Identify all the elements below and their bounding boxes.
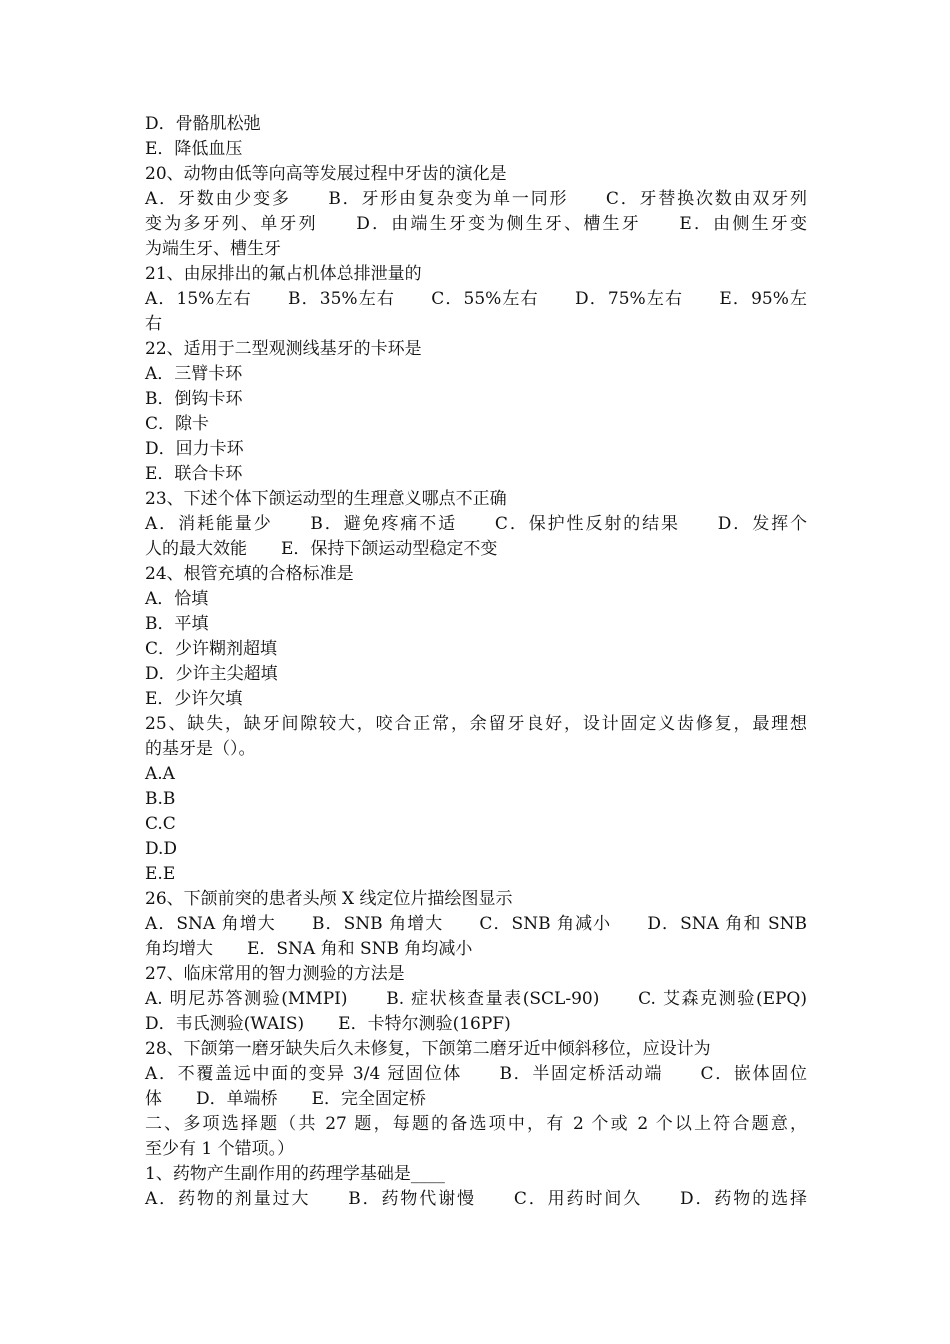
option-item: C．隙卡 [145, 414, 210, 434]
options-line: 人的最大效能 E．保持下颌运动型稳定不变 [145, 539, 498, 559]
question-stem: 22、适用于二型观测线基牙的卡环是 [145, 339, 422, 359]
document-page [145, 112, 807, 1212]
question-stem: 20、动物由低等向高等发展过程中牙齿的演化是 [145, 164, 507, 184]
options-line: 右 [145, 314, 162, 334]
option-item: C．少许糊剂超填 [145, 639, 278, 659]
option-item: A.A [145, 764, 175, 784]
options-line: 变为多牙列、单牙列 D．由端生牙变为侧生牙、槽生牙 E．由侧生牙变 [145, 214, 807, 234]
question-stem: 25、缺失，缺牙间隙较大，咬合正常，余留牙良好，设计固定义齿修复，最理想 [145, 714, 807, 734]
options-line: A．不覆盖远中面的变异 3/4 冠固位体 B．半固定桥活动端 C．嵌体固位 [145, 1064, 807, 1084]
option-item: E．联合卡环 [145, 464, 243, 484]
question-stem: 28、下颌第一磨牙缺失后久未修复，下颌第二磨牙近中倾斜移位，应设计为 [145, 1039, 711, 1059]
options-line: D．韦氏测验(WAIS) E．卡特尔测验(16PF) [145, 1014, 511, 1034]
option-item: D．回力卡环 [145, 439, 244, 459]
question-stem: 24、根管充填的合格标准是 [145, 564, 354, 584]
text-line: D．骨骼肌松弛 [145, 114, 261, 134]
text-line: E．降低血压 [145, 139, 243, 159]
question-stem: 21、由尿排出的氟占机体总排泄量的 [145, 264, 422, 284]
option-item: E.E [145, 864, 176, 884]
options-line: A．15%左右 B．35%左右 C．55%左右 D．75%左右 E．95%左 [145, 289, 807, 309]
section-heading: 至少有 1 个错项。） [145, 1139, 295, 1159]
option-item: B.B [145, 789, 176, 809]
options-line: 体 D．单端桥 E．完全固定桥 [145, 1089, 427, 1109]
options-line: A．药物的剂量过大 B．药物代谢慢 C．用药时间久 D．药物的选择 [145, 1189, 807, 1209]
question-stem: 的基牙是（）。 [145, 739, 256, 759]
options-line: A．SNA 角增大 B．SNB 角增大 C．SNB 角减小 D．SNA 角和 SNB [145, 914, 807, 934]
options-line: A．消耗能量少 B．避免疼痛不适 C．保护性反射的结果 D．发挥个 [145, 514, 807, 534]
question-stem: 23、下述个体下颌运动型的生理意义哪点不正确 [145, 489, 507, 509]
section-heading: 二、多项选择题（共 27 题，每题的备选项中，有 2 个或 2 个以上符合题意， [145, 1114, 807, 1134]
option-item: D．少许主尖超填 [145, 664, 278, 684]
option-item: D.D [145, 839, 178, 859]
option-item: E．少许欠填 [145, 689, 243, 709]
question-stem: 1、药物产生副作用的药理学基础是____ [145, 1164, 445, 1184]
options-line: 为端生牙、槽生牙 [145, 239, 281, 259]
options-line: 角均增大 E．SNA 角和 SNB 角均减小 [145, 939, 473, 959]
options-line: A. 明尼苏答测验(MMPI) B. 症状核查量表(SCL-90) C. 艾森克测验(EPQ) [145, 989, 807, 1009]
options-line: A．牙数由少变多 B．牙形由复杂变为单一同形 C．牙替换次数由双牙列 [145, 189, 807, 209]
question-stem: 26、下颌前突的患者头颅 X 线定位片描绘图显示 [145, 889, 513, 909]
option-item: A．三臂卡环 [145, 364, 243, 384]
option-item: C.C [145, 814, 176, 834]
question-stem: 27、临床常用的智力测验的方法是 [145, 964, 405, 984]
option-item: B．平填 [145, 614, 209, 634]
option-item: B．倒钩卡环 [145, 389, 243, 409]
option-item: A．恰填 [145, 589, 209, 609]
